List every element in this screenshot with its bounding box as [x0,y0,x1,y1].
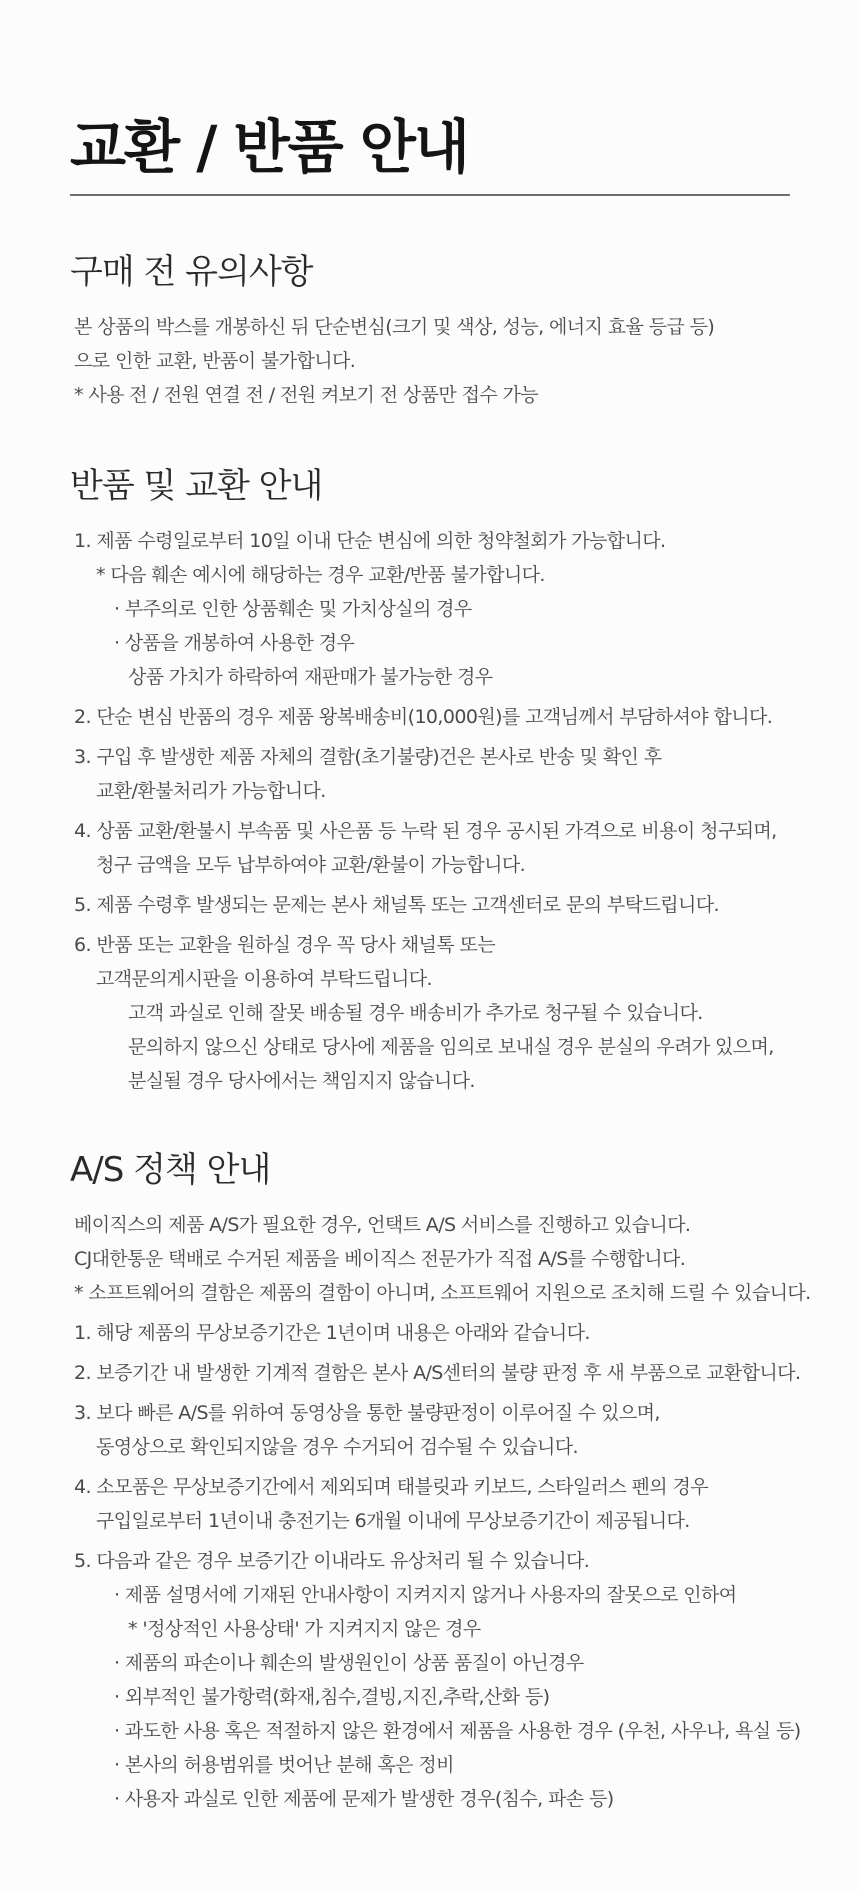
returns-item-2: 2. 단순 변심 반품의 경우 제품 왕복배송비(10,000원)를 고객님께서 부담하셔야 합니다. [74,706,773,728]
returns-item-1-bullet-cont: 상품 가치가 하락하여 재판매가 불가능한 경우 [128,666,493,688]
returns-item-1 [74,524,790,694]
returns-item-3-line: 교환/환불처리가 가능합니다. [96,780,326,802]
as-item-5-bullet: · 본사의 허용범위를 벗어난 분해 혹은 정비 [114,1754,454,1776]
as-item-4-line: 구입일로부터 1년이내 충전기는 6개월 이내에 무상보증기간이 제공됩니다. [96,1510,690,1532]
returns-item-6-line: 6. 반품 또는 교환을 원하실 경우 꼭 당사 채널톡 또는 [74,934,495,956]
as-item-4 [74,1470,790,1538]
as-item-1: 1. 해당 제품의 무상보증기간은 1년이며 내용은 아래와 같습니다. [74,1322,590,1344]
as-policy-body [70,1208,811,1816]
as-item-3-line: 3. 보다 빠른 A/S를 위하여 동영상을 통한 불량판정이 이루어질 수 있으며, [74,1402,660,1424]
as-intro-line: CJ대한통운 택배로 수거된 제품을 베이직스 전문가가 직접 A/S를 수행합니다. [74,1248,686,1270]
as-item-5-bullet: · 사용자 과실로 인한 제품에 문제가 발생한 경우(침수, 파손 등) [114,1788,614,1810]
purchase-notice-body [70,310,790,412]
returns-heading: 반품 및 교환 안내 [70,466,323,506]
returns-item-3-line: 3. 구입 후 발생한 제품 자체의 결함(초기불량)건은 본사로 반송 및 확인 후 [74,746,662,768]
returns-item-6 [74,928,790,1098]
purchase-notice-line: 으로 인한 교환, 반품이 불가합니다. [74,350,356,372]
returns-item-1-text: 1. 제품 수령일로부터 10일 이내 단순 변심에 의한 청약철회가 가능합니다. [74,530,666,552]
as-policy-section [70,1148,811,1816]
returns-item-4-line: 청구 금액을 모두 납부하여야 교환/환불이 가능합니다. [96,854,526,876]
returns-item-6-sub: 분실될 경우 당사에서는 책임지지 않습니다. [128,1070,475,1092]
as-item-2: 2. 보증기간 내 발생한 기계적 결함은 본사 A/S센터의 불량 판정 후 새 부품으로 교환합니다. [74,1362,801,1384]
title-divider [70,194,790,196]
purchase-notice-line: 본 상품의 박스를 개봉하신 뒤 단순변심(크기 및 색상, 성능, 에너지 효율 등급 등) [74,316,715,338]
returns-section [70,464,790,1098]
returns-item-5: 5. 제품 수령후 발생되는 문제는 본사 채널톡 또는 고객센터로 문의 부탁드립니다. [74,894,719,916]
purchase-notice-heading: 구매 전 유의사항 [70,252,313,292]
purchase-notice-line: * 사용 전 / 전원 연결 전 / 전원 켜보기 전 상품만 접수 가능 [74,384,539,406]
as-item-3-line: 동영상으로 확인되지않을 경우 수거되어 검수될 수 있습니다. [96,1436,578,1458]
as-item-5 [74,1544,801,1816]
as-item-3 [74,1396,790,1464]
as-item-5-bullet: · 외부적인 불가항력(화재,침수,결빙,지진,추락,산화 등) [114,1686,550,1708]
returns-item-6-sub: 고객 과실로 인해 잘못 배송될 경우 배송비가 추가로 청구될 수 있습니다. [128,1002,703,1024]
returns-body [70,524,790,1098]
as-item-5-bullet-note: * '정상적인 사용상태' 가 지켜지지 않은 경우 [128,1618,481,1640]
page-title: 교환 / 반품 안내 [70,113,468,181]
returns-item-4-line: 4. 상품 교환/환불시 부속품 및 사은품 등 누락 된 경우 공시된 가격으로 비용이 청구되며, [74,820,777,842]
returns-item-4 [74,814,790,882]
as-item-4-line: 4. 소모품은 무상보증기간에서 제외되며 태블릿과 키보드, 스타일러스 펜의 경우 [74,1476,709,1498]
returns-item-6-sub: 문의하지 않으신 상태로 당사에 제품을 임의로 보내실 경우 분실의 우려가 있으며, [128,1036,774,1058]
returns-item-1-bullet: · 상품을 개봉하여 사용한 경우 [114,632,355,654]
as-policy-heading: A/S 정책 안내 [70,1150,271,1190]
as-item-5-bullet: · 과도한 사용 혹은 적절하지 않은 환경에서 제품을 사용한 경우 (우천, 사우나, 욕실 등) [114,1720,801,1742]
returns-item-1-note: * 다음 훼손 예시에 해당하는 경우 교환/반품 불가합니다. [96,564,545,586]
as-item-5-bullet: · 제품의 파손이나 훼손의 발생원인이 상품 품질이 아닌경우 [114,1652,584,1674]
purchase-notice-section [70,250,790,412]
returns-item-1-bullet: · 부주의로 인한 상품훼손 및 가치상실의 경우 [114,598,472,620]
as-intro-line: 베이직스의 제품 A/S가 필요한 경우, 언택트 A/S 서비스를 진행하고 있습니다. [74,1214,691,1236]
as-item-5-bullet: · 제품 설명서에 기재된 안내사항이 지켜지지 않거나 사용자의 잘못으로 인하여 [114,1584,737,1606]
as-intro-line: * 소프트웨어의 결함은 제품의 결함이 아니며, 소프트웨어 지원으로 조치해 드릴 수 있습니다. [74,1282,811,1304]
returns-item-3 [74,740,790,808]
as-item-5-line: 5. 다음과 같은 경우 보증기간 이내라도 유상처리 될 수 있습니다. [74,1550,590,1572]
returns-item-6-line: 고객문의게시판을 이용하여 부탁드립니다. [96,968,432,990]
